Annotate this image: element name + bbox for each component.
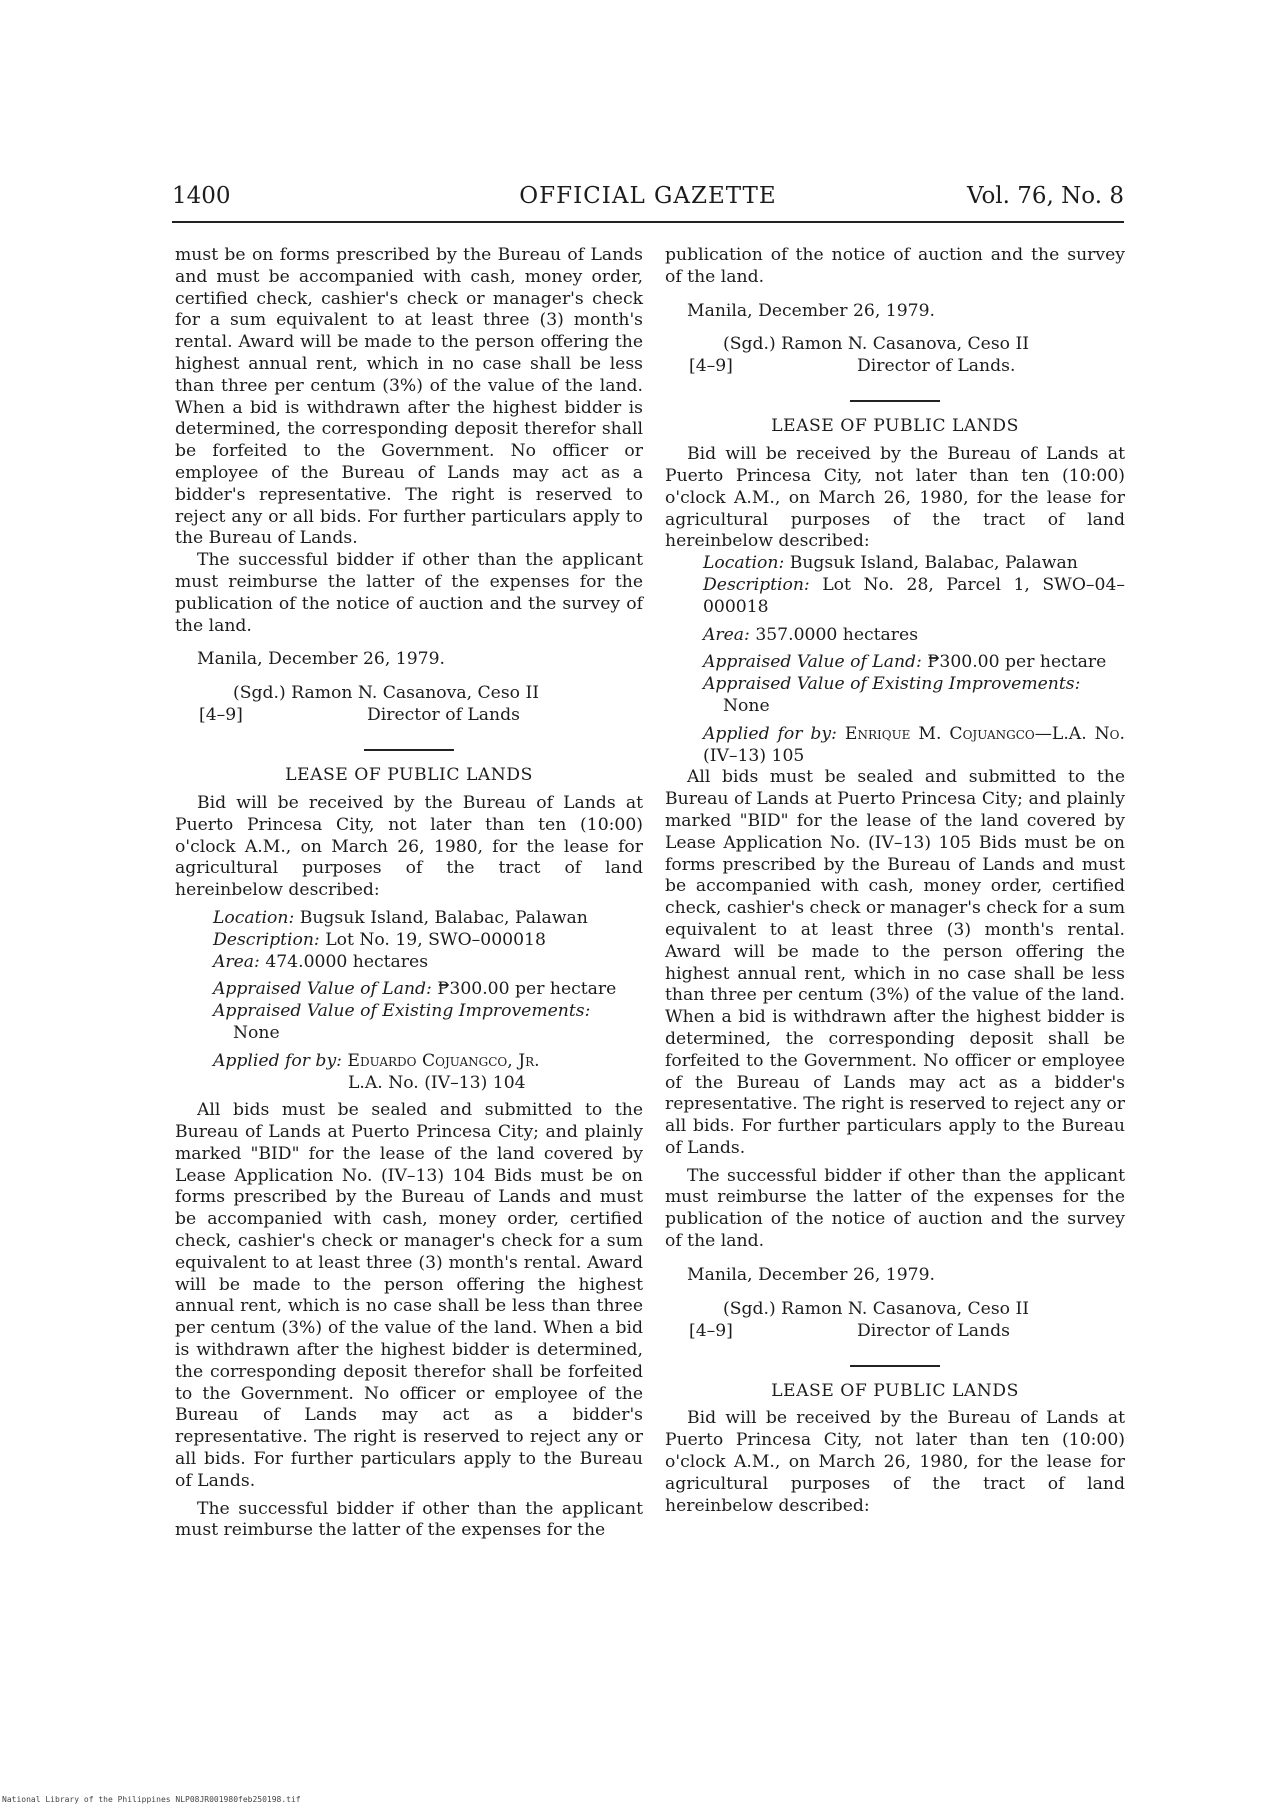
land-value-label: Appraised Value of Land: [213, 979, 432, 1000]
issue-code: [4–9] [689, 356, 733, 377]
improvements-row [213, 1001, 643, 1023]
publication-title: OFFICIAL GAZETTE [519, 183, 777, 209]
dateline-2: Manila, December 26, 1979. [687, 1264, 935, 1285]
improvements-label: Appraised Value of Existing Improvements: [213, 1001, 591, 1022]
section-divider [850, 400, 940, 402]
description-value: Lot No. 19, SWO–000018 [325, 929, 546, 950]
reimburse-paragraph-start: The successful bidder if other than the applicant must reimburse the latter of the expenses for the [175, 1498, 643, 1541]
description-row [213, 930, 643, 952]
dateline: Manila, December 26, 1979. [197, 649, 445, 670]
location-label: Location: [703, 553, 785, 574]
dateline: Manila, December 26, 1979. [687, 300, 935, 321]
description-row [703, 575, 1125, 619]
land-value-row [703, 652, 1125, 674]
continued-paragraph: publication of the notice of auction and the survey of the land. [665, 245, 1125, 287]
applied-row [703, 724, 1125, 768]
applied-row [213, 1051, 643, 1073]
signatory-title: Director of Lands. [857, 356, 1016, 377]
description-value: Lot No. 28, Parcel 1, SWO–04–000018 [703, 574, 1125, 617]
land-value-label: Appraised Value of Land: [703, 652, 922, 673]
location-value: Bugsuk Island, Balabac, Palawan [789, 553, 1078, 574]
section-heading-2: LEASE OF PUBLIC LANDS [771, 1380, 1019, 1401]
bid-paragraph: Bid will be received by the Bureau of Lands at Puerto Princesa City, not later than ten (10:00) o'clock A.M., on March 26, 1980, for the lease for agricultural purposes of the tract of land hereinbelow described: [665, 444, 1125, 552]
lease-details [703, 553, 1125, 767]
section-heading: LEASE OF PUBLIC LANDS [771, 416, 1019, 437]
area-label: Area: [213, 951, 260, 972]
location-row [703, 553, 1125, 575]
signature-block-2 [665, 1299, 1125, 1345]
continued-paragraph: must be on forms prescribed by the Bureau of Lands and must be accompanied with cash, money order, certified check, cashier's check or manager's check for a sum equivalent to at least three (3) month's rental. Award will be made to the person offering the highest annual rent, which in no case shall be less than three per centum (3%) of the value of the land. When a bid is withdrawn after the highest bidder is determined, the corresponding deposit therefor shall be forfeited to the Government. No officer or employee of the Bureau of Lands may act as a bidder's representative. The right is reserved to reject any or all bids. For further particulars apply to the Bureau of Lands. [175, 245, 643, 549]
bids-paragraph: All bids must be sealed and submitted to the Bureau of Lands at Puerto Princesa City; and plainly marked "BID" for the lease of the land covered by Lease Application No. (IV–13) 105 Bids must be on forms prescribed by the Bureau of Lands and must be accompanied with cash, money order, certified check, cashier's check or manager's check for a sum equivalent to at least three (3) month's rental. Award will be made to the person offering the highest annual rent, which in no case shall be less than three per centum (3%) of the value of the land. When a bid is withdrawn after the highest bidder is determined, the corresponding deposit shall be forfeited to the Government. No officer or employee of the Bureau of Lands may act as a bidder's representative. The right is reserved to reject any or all bids. For further particulars apply to the Bureau of Lands. [665, 767, 1125, 1158]
issue-code: [4–9] [689, 1320, 733, 1341]
signature-line: (Sgd.) Ramon N. Casanova, Ceso II [723, 334, 1030, 355]
bid-paragraph-2: Bid will be received by the Bureau of Lands at Puerto Princesa City, not later than ten (10:00) o'clock A.M., on March 26, 1980, for the lease for agricultural purposes of the tract of land hereinbelow described: [665, 1408, 1125, 1516]
location-row [213, 908, 643, 930]
signatory-title: Director of Lands [367, 705, 520, 726]
bids-paragraph: All bids must be sealed and submitted to the Bureau of Lands at Puerto Princesa City; and plainly marked "BID" for the lease of the land covered by Lease Application No. (IV–13) 104 Bids must be on forms prescribed by the Bureau of Lands and must be accompanied with cash, money order, certified check, cashier's check or manager's check for a sum equivalent to at least three (3) month's rental. Award will be made to the person offering the highest annual rent, which is no case shall be less than three per centum (3%) of the value of the land. When a bid is withdrawn after the highest bidder is determined, the corresponding deposit therefor shall be forfeited to the Government. No officer or employee of the Bureau of Lands may act as a bidder's representative. The right is reserved to reject any or all bids. For further particulars apply to the Bureau of Lands. [175, 1100, 643, 1491]
area-row [213, 952, 643, 974]
page-header [172, 181, 1124, 223]
reimburse-paragraph: The successful bidder if other than the applicant must reimburse the latter of the expenses for the publication of the notice of auction and the survey of the land. [665, 1165, 1125, 1252]
application-number: L.A. No. (IV–13) 104 [348, 1072, 526, 1093]
signature-line: (Sgd.) Ramon N. Casanova, Ceso II [723, 1298, 1030, 1319]
description-label: Description: [213, 929, 320, 950]
section-heading: LEASE OF PUBLIC LANDS [285, 765, 533, 786]
page-number: 1400 [172, 183, 231, 209]
location-value: Bugsuk Island, Balabac, Palawan [299, 907, 588, 928]
reimburse-paragraph: The successful bidder if other than the applicant must reimburse the latter of the expenses for the publication of the notice of auction and the survey of the land. [175, 550, 643, 636]
area-value: 357.0000 hectares [755, 624, 919, 645]
signatory-title: Director of Lands [857, 1320, 1010, 1341]
bid-paragraph: Bid will be received by the Bureau of Lands at Puerto Princesa City, not later than ten (10:00) o'clock A.M., on March 26, 1980, for the lease for agricultural purposes of the tract of land hereinbelow described: [175, 792, 643, 901]
land-value-value: ₱300.00 per hectare [927, 652, 1107, 673]
improvements-label: Appraised Value of Existing Improvements: [703, 674, 1081, 695]
section-divider-2 [850, 1365, 940, 1367]
section-divider [364, 749, 454, 751]
signature-line: (Sgd.) Ramon N. Casanova, Ceso II [233, 683, 540, 704]
issue-code: [4–9] [199, 705, 243, 726]
applied-label: Applied for by: [703, 723, 837, 744]
description-label: Description: [703, 574, 810, 595]
lease-details [213, 908, 643, 1094]
improvements-value: None [233, 1022, 280, 1043]
land-value-row [213, 979, 643, 1001]
area-row [703, 625, 1125, 647]
improvements-row [703, 674, 1125, 696]
applicant-name: Eduardo Cojuangco, Jr. [347, 1050, 540, 1071]
area-label: Area: [703, 624, 750, 645]
signature-block [175, 683, 643, 729]
land-value-value: ₱300.00 per hectare [437, 979, 617, 1000]
improvements-value: None [723, 695, 770, 716]
volume-number: Vol. 76, No. 8 [966, 183, 1124, 209]
left-column [175, 245, 643, 1542]
location-label: Location: [213, 907, 295, 928]
scan-source-footer: National Library of the Philippines NLP08JR001980feb250198.tif [2, 1795, 301, 1804]
area-value: 474.0000 hectares [265, 951, 429, 972]
right-column [665, 245, 1125, 1517]
signature-block [665, 334, 1125, 380]
applied-label: Applied for by: [213, 1050, 342, 1071]
applicant-name: Enrique M. Cojuangco—L.A. No. (IV–13) 105 [703, 723, 1125, 766]
